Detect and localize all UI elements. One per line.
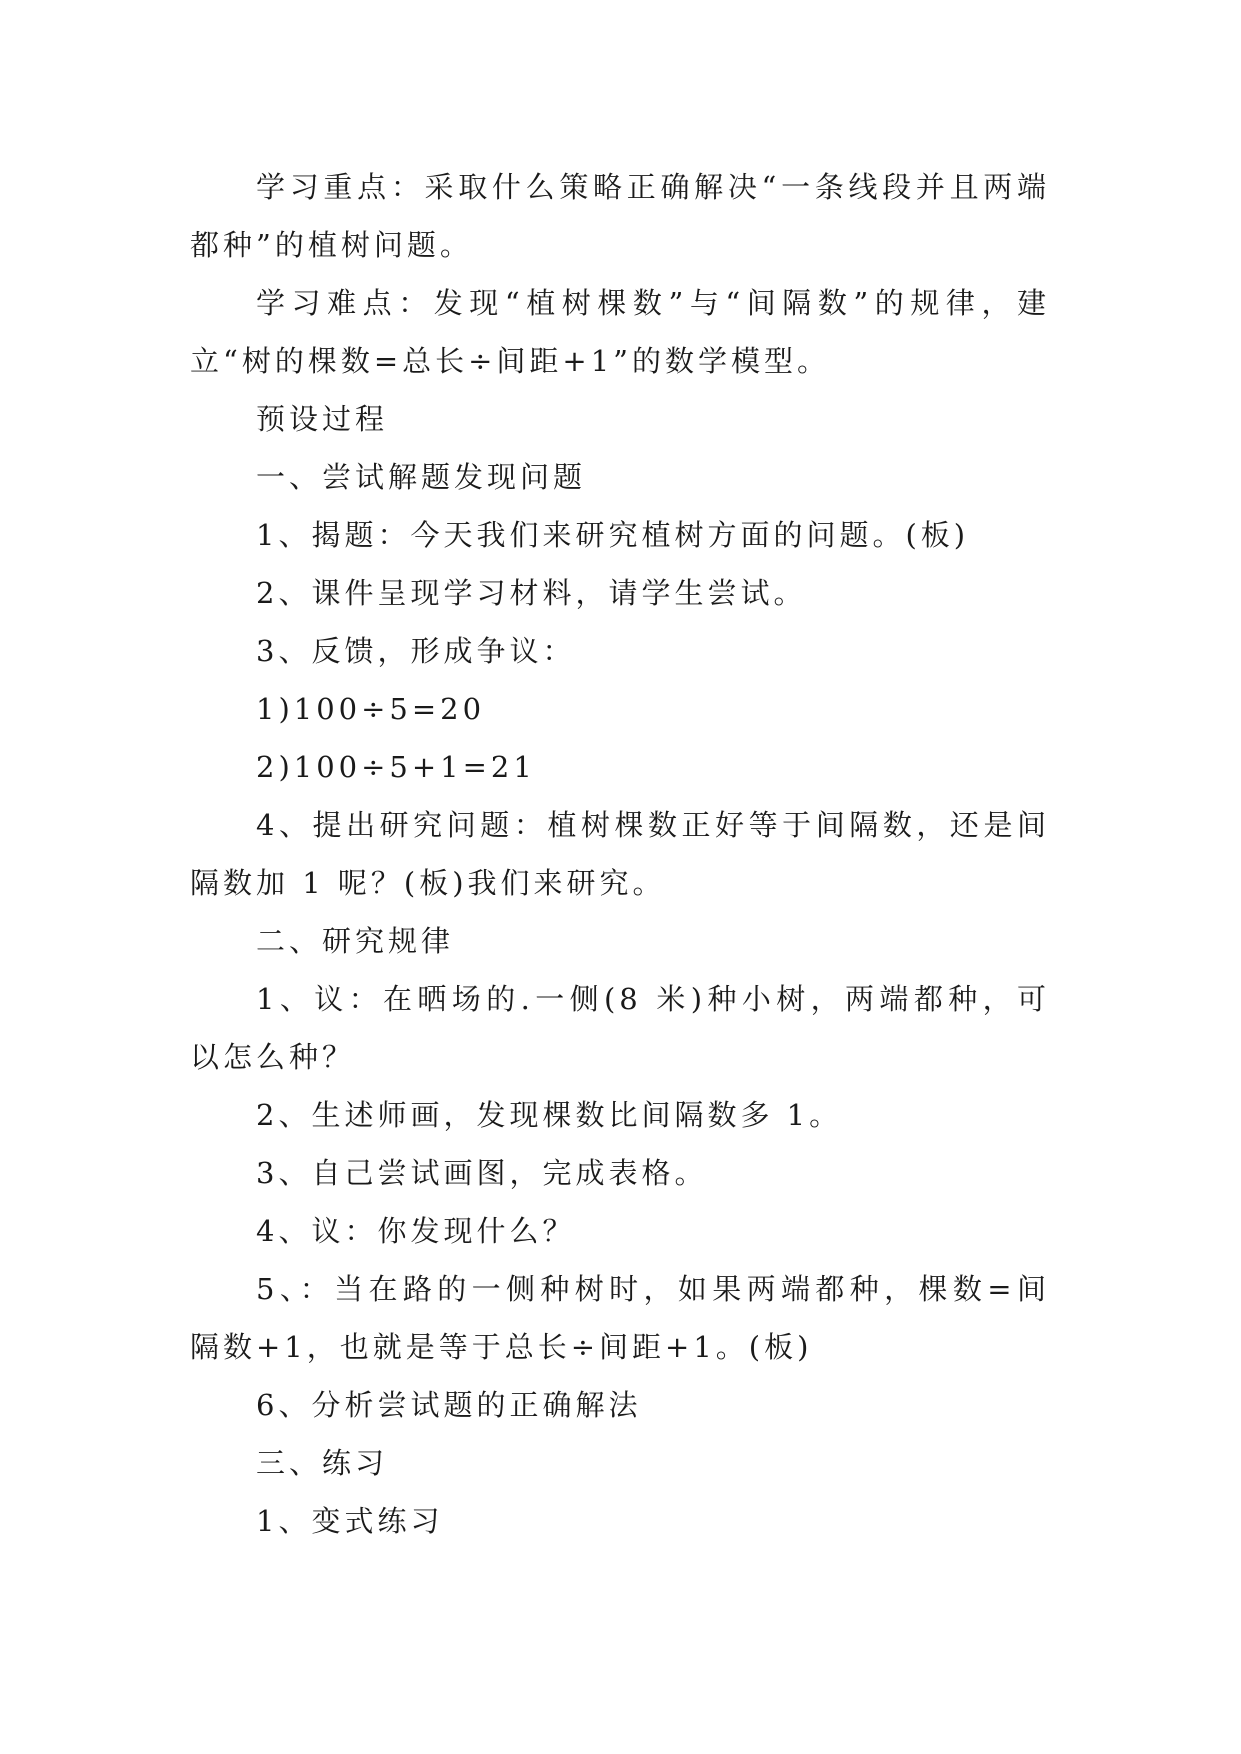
list-item: 2、生述师画，发现棵数比间隔数多 1。 <box>256 1098 843 1132</box>
list-item: 4、提出研究问题：植树棵数正好等于间隔数，还是间隔数加 1 呢？(板)我们来研究。 <box>190 808 1050 900</box>
list-item: 5、：当在路的一侧种树时，如果两端都种，棵数=间隔数+1，也就是等于总长÷间距+1。(板) <box>190 1272 1050 1364</box>
equation-line: 2)100÷5+1=21 <box>256 750 536 784</box>
list-item: 1、议：在晒场的.一侧(8 米)种小树，两端都种，可以怎么种？ <box>190 982 1050 1074</box>
paragraph-difficulty: 学习难点：发现“植树棵数”与“间隔数”的规律，建立“树的棵数=总长÷间距+1”的数学模型。 <box>190 286 1050 378</box>
section-heading-2: 二、研究规律 <box>256 924 455 958</box>
list-item: 6、分析尝试题的正确解法 <box>256 1388 642 1422</box>
list-item: 1、揭题：今天我们来研究植树方面的问题。(板) <box>256 518 970 552</box>
list-item: 1、变式练习 <box>256 1504 444 1538</box>
list-item: 4、议：你发现什么？ <box>256 1214 576 1248</box>
list-item: 3、自己尝试画图，完成表格。 <box>256 1156 708 1190</box>
document-body <box>190 158 1050 1550</box>
paragraph-process-heading: 预设过程 <box>256 402 389 436</box>
paragraph-key-point: 学习重点：采取什么策略正确解决“一条线段并且两端都种”的植树问题。 <box>190 170 1050 262</box>
list-item: 2、课件呈现学习材料，请学生尝试。 <box>256 576 807 610</box>
list-item: 3、反馈，形成争议： <box>256 634 576 668</box>
section-heading-1: 一、尝试解题发现问题 <box>256 460 587 494</box>
section-heading-3: 三、练习 <box>256 1446 389 1480</box>
equation-line: 1)100÷5=20 <box>256 692 486 726</box>
